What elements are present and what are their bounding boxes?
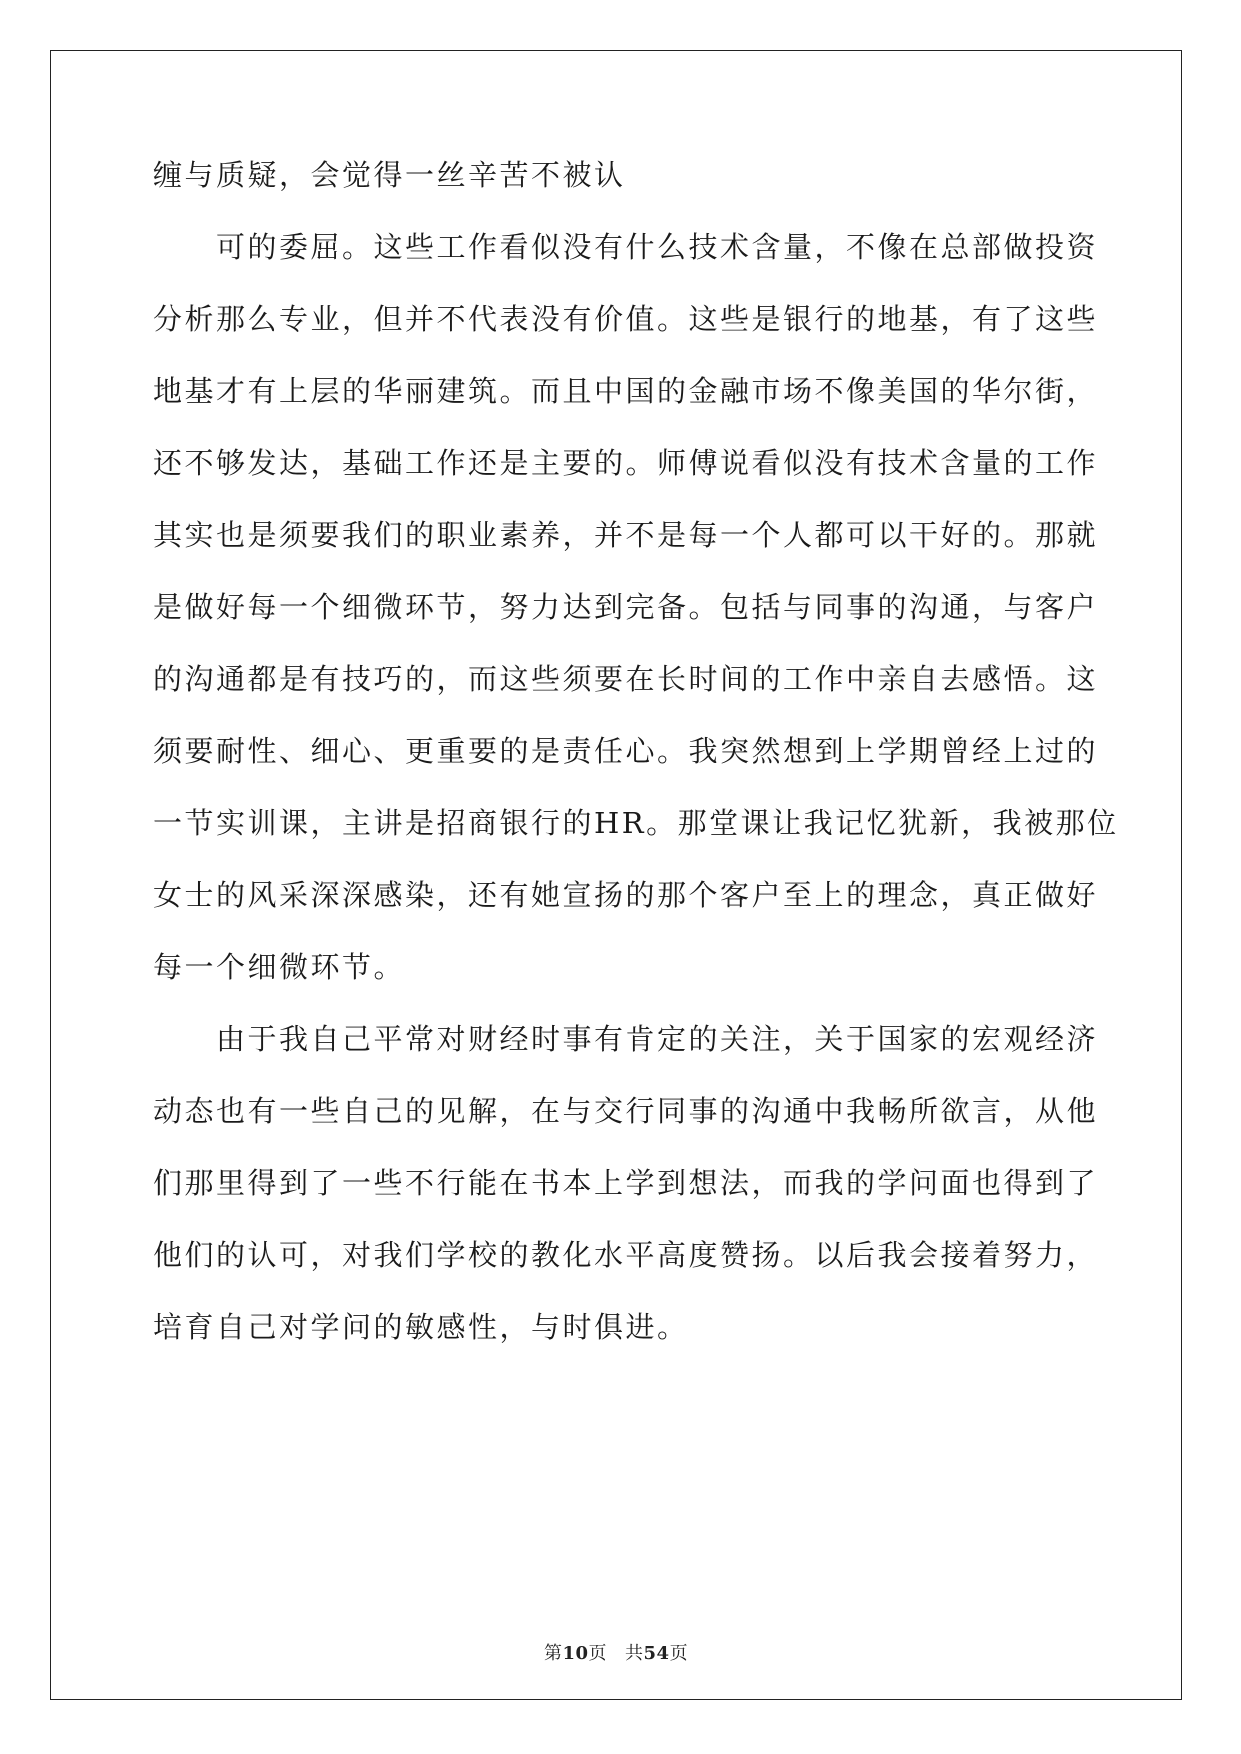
text-line: 一节实训课，主讲是招商银行的HR。那堂课让我记忆犹新，我被那位 bbox=[153, 806, 1119, 840]
total-suffix: 页 bbox=[669, 1643, 689, 1664]
page-suffix: 页 bbox=[588, 1643, 607, 1664]
text-line: 每一个细微环节。 bbox=[153, 950, 406, 984]
text-line: 们那里得到了一些不行能在书本上学到想法，而我的学问面也得到了 bbox=[153, 1166, 1099, 1200]
text-line: 其实也是须要我们的职业素养，并不是每一个人都可以干好的。那就 bbox=[153, 518, 1099, 552]
text-line: 他们的认可，对我们学校的教化水平高度赞扬。以后我会接着努力， bbox=[153, 1238, 1099, 1272]
text-line: 须要耐性、细心、更重要的是责任心。我突然想到上学期曾经上过的 bbox=[153, 734, 1099, 768]
text-line: 地基才有上层的华丽建筑。而且中国的金融市场不像美国的华尔街， bbox=[153, 374, 1099, 408]
text-line: 还不够发达，基础工作还是主要的。师傅说看似没有技术含量的工作 bbox=[153, 446, 1099, 480]
text-line: 缠与质疑，会觉得一丝辛苦不被认 bbox=[153, 158, 626, 192]
page-footer bbox=[51, 1639, 1181, 1665]
text-line: 的沟通都是有技巧的，而这些须要在长时间的工作中亲自去感悟。这 bbox=[153, 662, 1099, 696]
page-frame bbox=[50, 50, 1182, 1700]
text-line: 培育自己对学问的敏感性，与时俱进。 bbox=[153, 1310, 689, 1344]
total-prefix: 共 bbox=[625, 1643, 644, 1664]
total-pages: 54 bbox=[643, 1643, 670, 1664]
text-line: 由于我自己平常对财经时事有肯定的关注，关于国家的宏观经济 bbox=[153, 1022, 1099, 1056]
text-line: 分析那么专业，但并不代表没有价值。这些是银行的地基，有了这些 bbox=[153, 302, 1099, 336]
text-line: 可的委屈。这些工作看似没有什么技术含量，不像在总部做投资 bbox=[153, 230, 1099, 264]
page-prefix: 第 bbox=[543, 1643, 563, 1664]
text-line: 女士的风采深深感染，还有她宣扬的那个客户至上的理念，真正做好 bbox=[153, 878, 1099, 912]
text-line: 是做好每一个细微环节，努力达到完备。包括与同事的沟通，与客户 bbox=[153, 590, 1099, 624]
text-line: 动态也有一些自己的见解，在与交行同事的沟通中我畅所欲言，从他 bbox=[153, 1094, 1099, 1128]
page-number: 10 bbox=[562, 1643, 589, 1664]
